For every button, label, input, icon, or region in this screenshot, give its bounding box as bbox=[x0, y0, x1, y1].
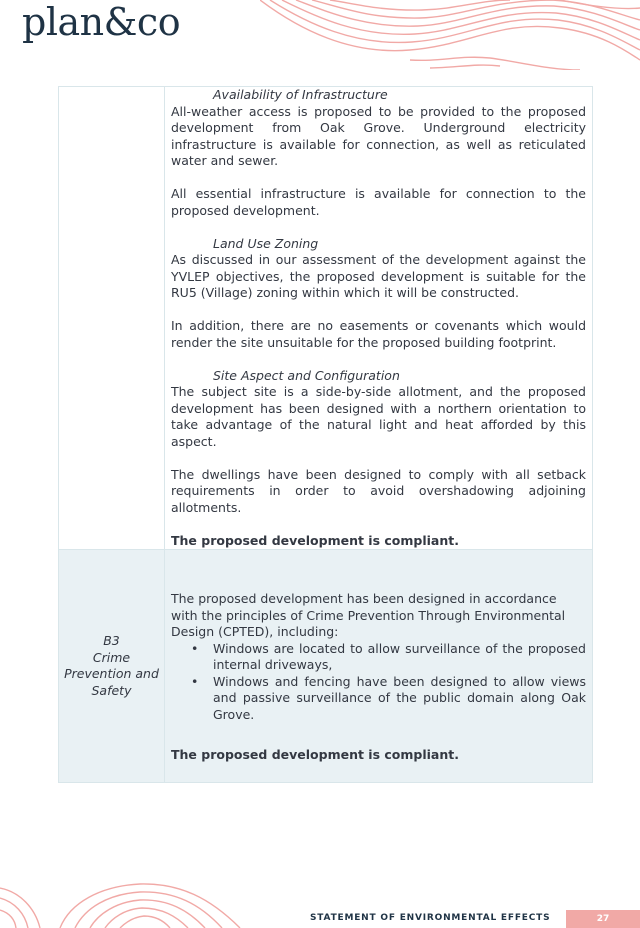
list-item: • Windows and fencing have been designed to allow views and passive surveillance of the public domain along Oak Grove. bbox=[191, 673, 586, 722]
criteria-title-line: Safety bbox=[91, 682, 132, 698]
bullet-list bbox=[171, 641, 586, 724]
paragraph: The dwellings have been designed to comply with all setback requirements in order to avoid overshadowing adjoining allotments. bbox=[171, 466, 586, 515]
criteria-cell bbox=[59, 550, 165, 783]
paragraph: As discussed in our assessment of the development against the YVLEP objectives, the proposed development is suitable for the RU5 (Village) zoning within which it will be constructed. bbox=[171, 252, 586, 300]
criteria-code: B3 bbox=[103, 633, 120, 648]
compliance-statement: The proposed development is compliant. bbox=[171, 532, 459, 548]
bullet-icon: • bbox=[191, 640, 199, 656]
subheading-site-aspect: Site Aspect and Configuration bbox=[213, 367, 400, 383]
footer-document-title: STATEMENT OF ENVIRONMENTAL EFFECTS bbox=[310, 913, 551, 923]
company-logo: plan&co bbox=[22, 0, 181, 44]
criteria-title-line: Crime bbox=[92, 649, 131, 665]
list-item: • Windows are located to allow surveillance of the proposed internal driveways, bbox=[191, 640, 586, 672]
table-row bbox=[59, 550, 593, 783]
subheading-infrastructure: Availability of Infrastructure bbox=[213, 87, 388, 102]
criteria-title-line: Prevention and bbox=[64, 666, 159, 681]
subheading-zoning: Land Use Zoning bbox=[213, 235, 319, 251]
assessment-cell bbox=[165, 87, 593, 550]
paragraph: All-weather access is proposed to be provided to the proposed development from Oak Grove. Underground electricity infrastructure is available for connection, as well as reticulated water and sewer. bbox=[171, 103, 586, 168]
paragraph: All essential infrastructure is available for connection to the proposed development. bbox=[171, 186, 586, 218]
table-row bbox=[59, 87, 593, 550]
paragraph: The subject site is a side-by-side allotment, and the proposed development has been designed with a northern orientation to take advantage of the natural light and heat afforded by this aspect. bbox=[171, 384, 586, 449]
bullet-icon: • bbox=[191, 673, 199, 689]
topographic-decoration-top bbox=[260, 0, 640, 70]
criteria-cell bbox=[59, 87, 165, 550]
assessment-table bbox=[58, 86, 593, 783]
page-number: 27 bbox=[566, 910, 640, 928]
paragraph: The proposed development has been designed in accordance with the principles of Crime Prevention Through Environmental Design (CPTED), including: bbox=[171, 591, 566, 639]
topographic-decoration-bottom bbox=[0, 878, 260, 928]
compliance-statement: The proposed development is compliant. bbox=[171, 746, 459, 762]
paragraph: In addition, there are no easements or covenants which would render the site unsuitable for the proposed building footprint. bbox=[171, 318, 586, 350]
assessment-cell bbox=[165, 550, 593, 783]
